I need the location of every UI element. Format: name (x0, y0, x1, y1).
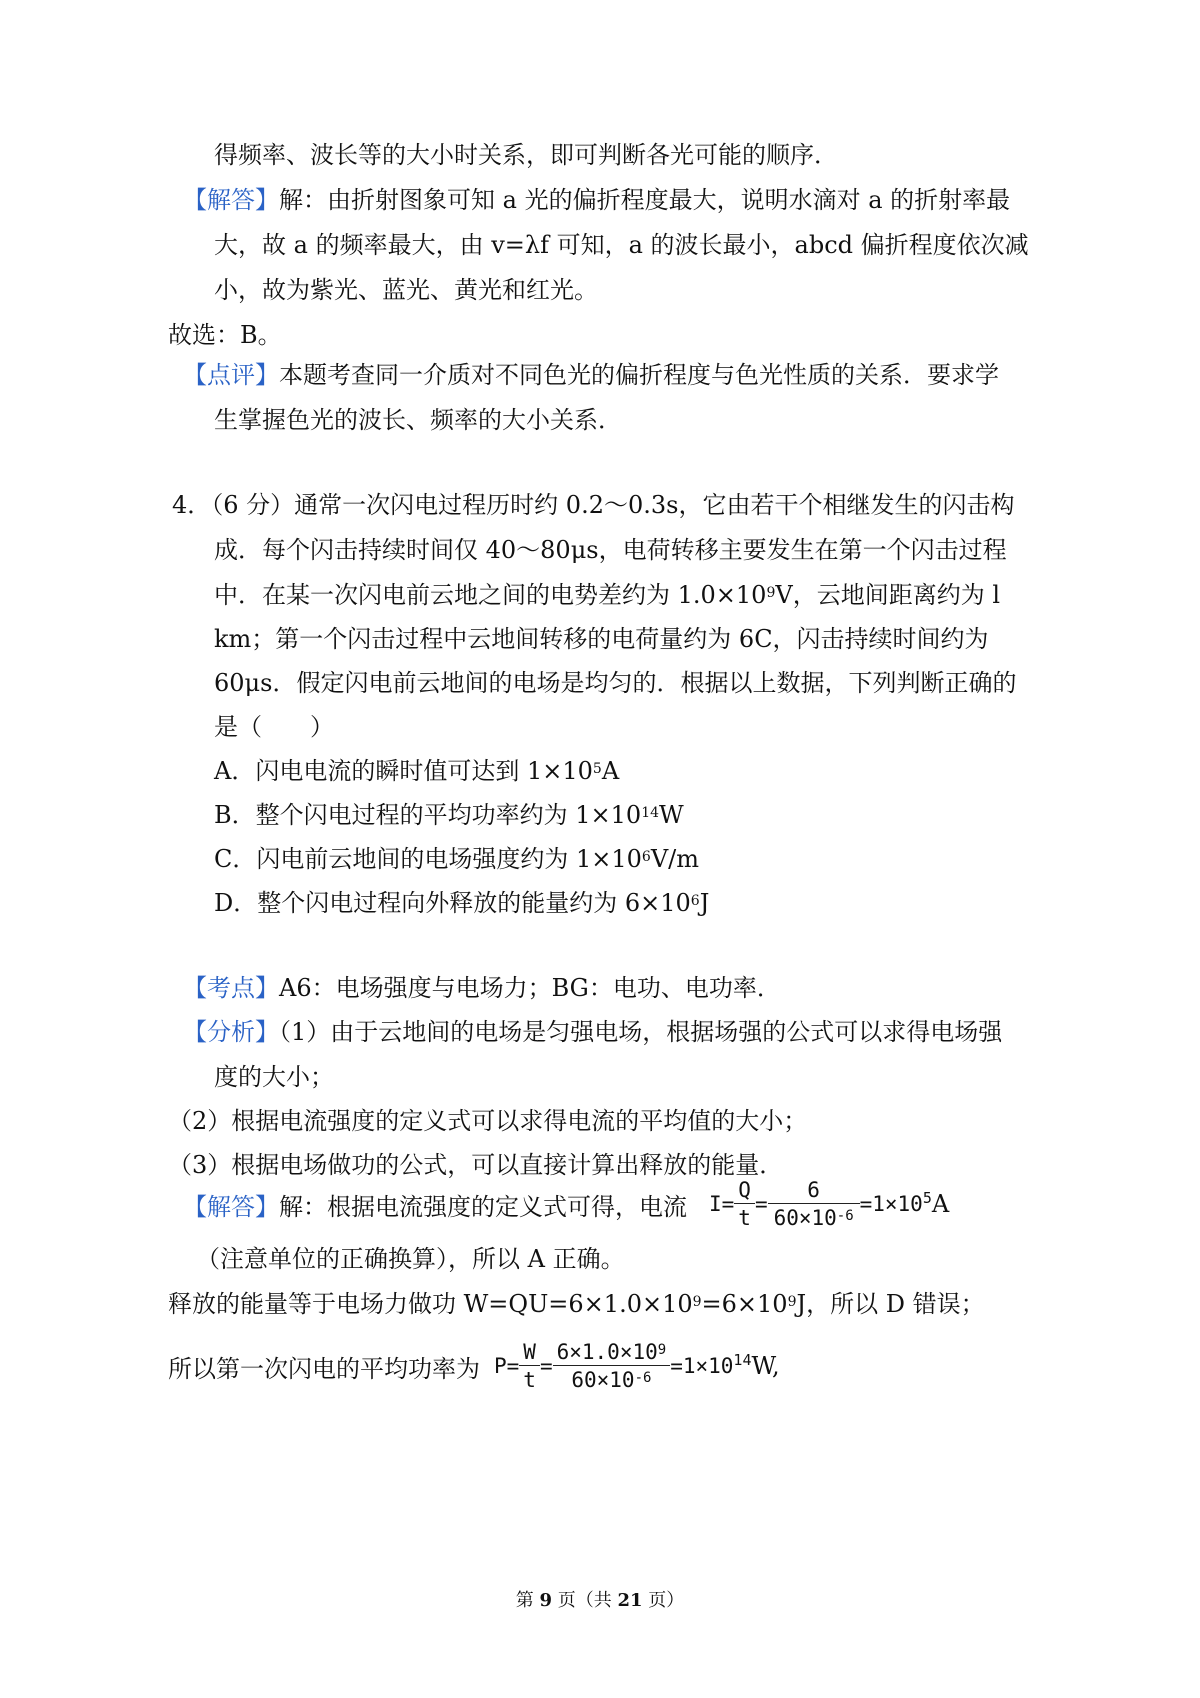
answer-line-current: 【解答】 解：根据电流强度的定义式可得，电流 I= $\frac{Q}{t}$ = $\frac{6}{60\times 10^{-6}}$ =1×10 $^5$ A (183, 1177, 950, 1230)
knowledge-tag: 【考点】 (183, 974, 279, 1002)
analysis-line: （2）根据电流强度的定义式可以求得电流的平均值的大小； (168, 1107, 808, 1135)
fraction-power-value: $\frac{6\times 1.0\times 10^9}{60\times 10^{-6}}$ (553, 1339, 671, 1394)
page-number: 9 (539, 1590, 552, 1611)
comment-tag: 【点评】 (183, 361, 279, 389)
page-total: 21 (617, 1590, 643, 1611)
answer-line: 【解答】解：由折射图象可知 a 光的偏折程度最大，说明水滴对 a 的折射率最 (183, 186, 1011, 214)
option-b: B．整个闪电过程的平均功率约为 $1\times 10^{14}W$ (214, 801, 684, 829)
answer-line: （注意单位的正确换算），所以 A 正确。 (196, 1245, 625, 1273)
choice-result: 故选：B。 (168, 321, 282, 349)
energy-line: 释放的能量等于电场力做功 $W=QU=6\times 1.0\times 10^9=6\times 10^9J$，所以 D 错误； (168, 1290, 985, 1318)
answer-tag: 【解答】 (183, 1192, 279, 1221)
fraction-current-value: $\frac{6}{60\times 10^{-6}}$ (768, 1177, 860, 1232)
analysis-continuation: 得频率、波长等的大小时关系，即可判断各光可能的顺序． (214, 141, 838, 169)
question-4-line: 中．在某一次闪电前云地之间的电势差约为 $1.0\times 10^9V$，云地间距离约为 l (214, 581, 1001, 609)
knowledge-point: 【考点】A6：电场强度与电场力；BG：电功、电功率． (183, 974, 781, 1002)
power-line: 所以第一次闪电的平均功率为 P= $\frac{W}{t}$ = $\frac{6\times 1.0\times 10^9}{60\times 10^{-6}}$ =1×10 $^{14}$ W, (168, 1339, 780, 1392)
comment-line: 生掌握色光的波长、频率的大小关系． (214, 406, 622, 434)
answer-tag: 【解答】 (183, 186, 279, 214)
option-d: D．整个闪电过程向外释放的能量约为 $6\times 10^6J$ (214, 889, 710, 917)
question-4-line: 成．每个闪击持续时间仅 40～80μs，电荷转移主要发生在第一个闪击过程 (214, 536, 1007, 564)
question-4-line: km；第一个闪击过程中云地间转移的电荷量约为 6C，闪击持续时间约为 (214, 625, 989, 653)
question-4-line: 60μs．假定闪电前云地间的电场是均匀的．根据以上数据，下列判断正确的 (214, 669, 1017, 697)
answer-line: 大，故 a 的频率最大，由 v=λf 可知，a 的波长最小，abcd 偏折程度依次减 (214, 231, 1029, 259)
option-a: A．闪电电流的瞬时值可达到 $1\times 10^5A$ (214, 757, 620, 785)
page-footer: 第 9 页（共 21 页） (515, 1590, 685, 1611)
option-c: C．闪电前云地间的电场强度约为 $1\times 10^6V/m$ (214, 845, 700, 873)
analysis-line: 【分析】（1）由于云地间的电场是匀强电场，根据场强的公式可以求得电场强 (183, 1018, 1003, 1046)
analysis-line: 度的大小； (214, 1063, 334, 1091)
question-4-line: 4．（6 分）通常一次闪电过程历时约 0.2～0.3s，它由若干个相继发生的闪击构 (172, 491, 1015, 519)
answer-line: 小，故为紫光、蓝光、黄光和红光。 (214, 276, 598, 304)
comment-line: 【点评】本题考查同一介质对不同色光的偏折程度与色光性质的关系．要求学 (183, 361, 999, 389)
fraction-w-over-t: $\frac{W}{t}$ (519, 1339, 540, 1394)
question-4-line: 是（ ） (214, 713, 334, 741)
fraction-q-over-t: $\frac{Q}{t}$ (734, 1177, 755, 1232)
analysis-tag: 【分析】 (183, 1018, 279, 1046)
analysis-line: （3）根据电场做功的公式，可以直接计算出释放的能量． (168, 1151, 784, 1179)
